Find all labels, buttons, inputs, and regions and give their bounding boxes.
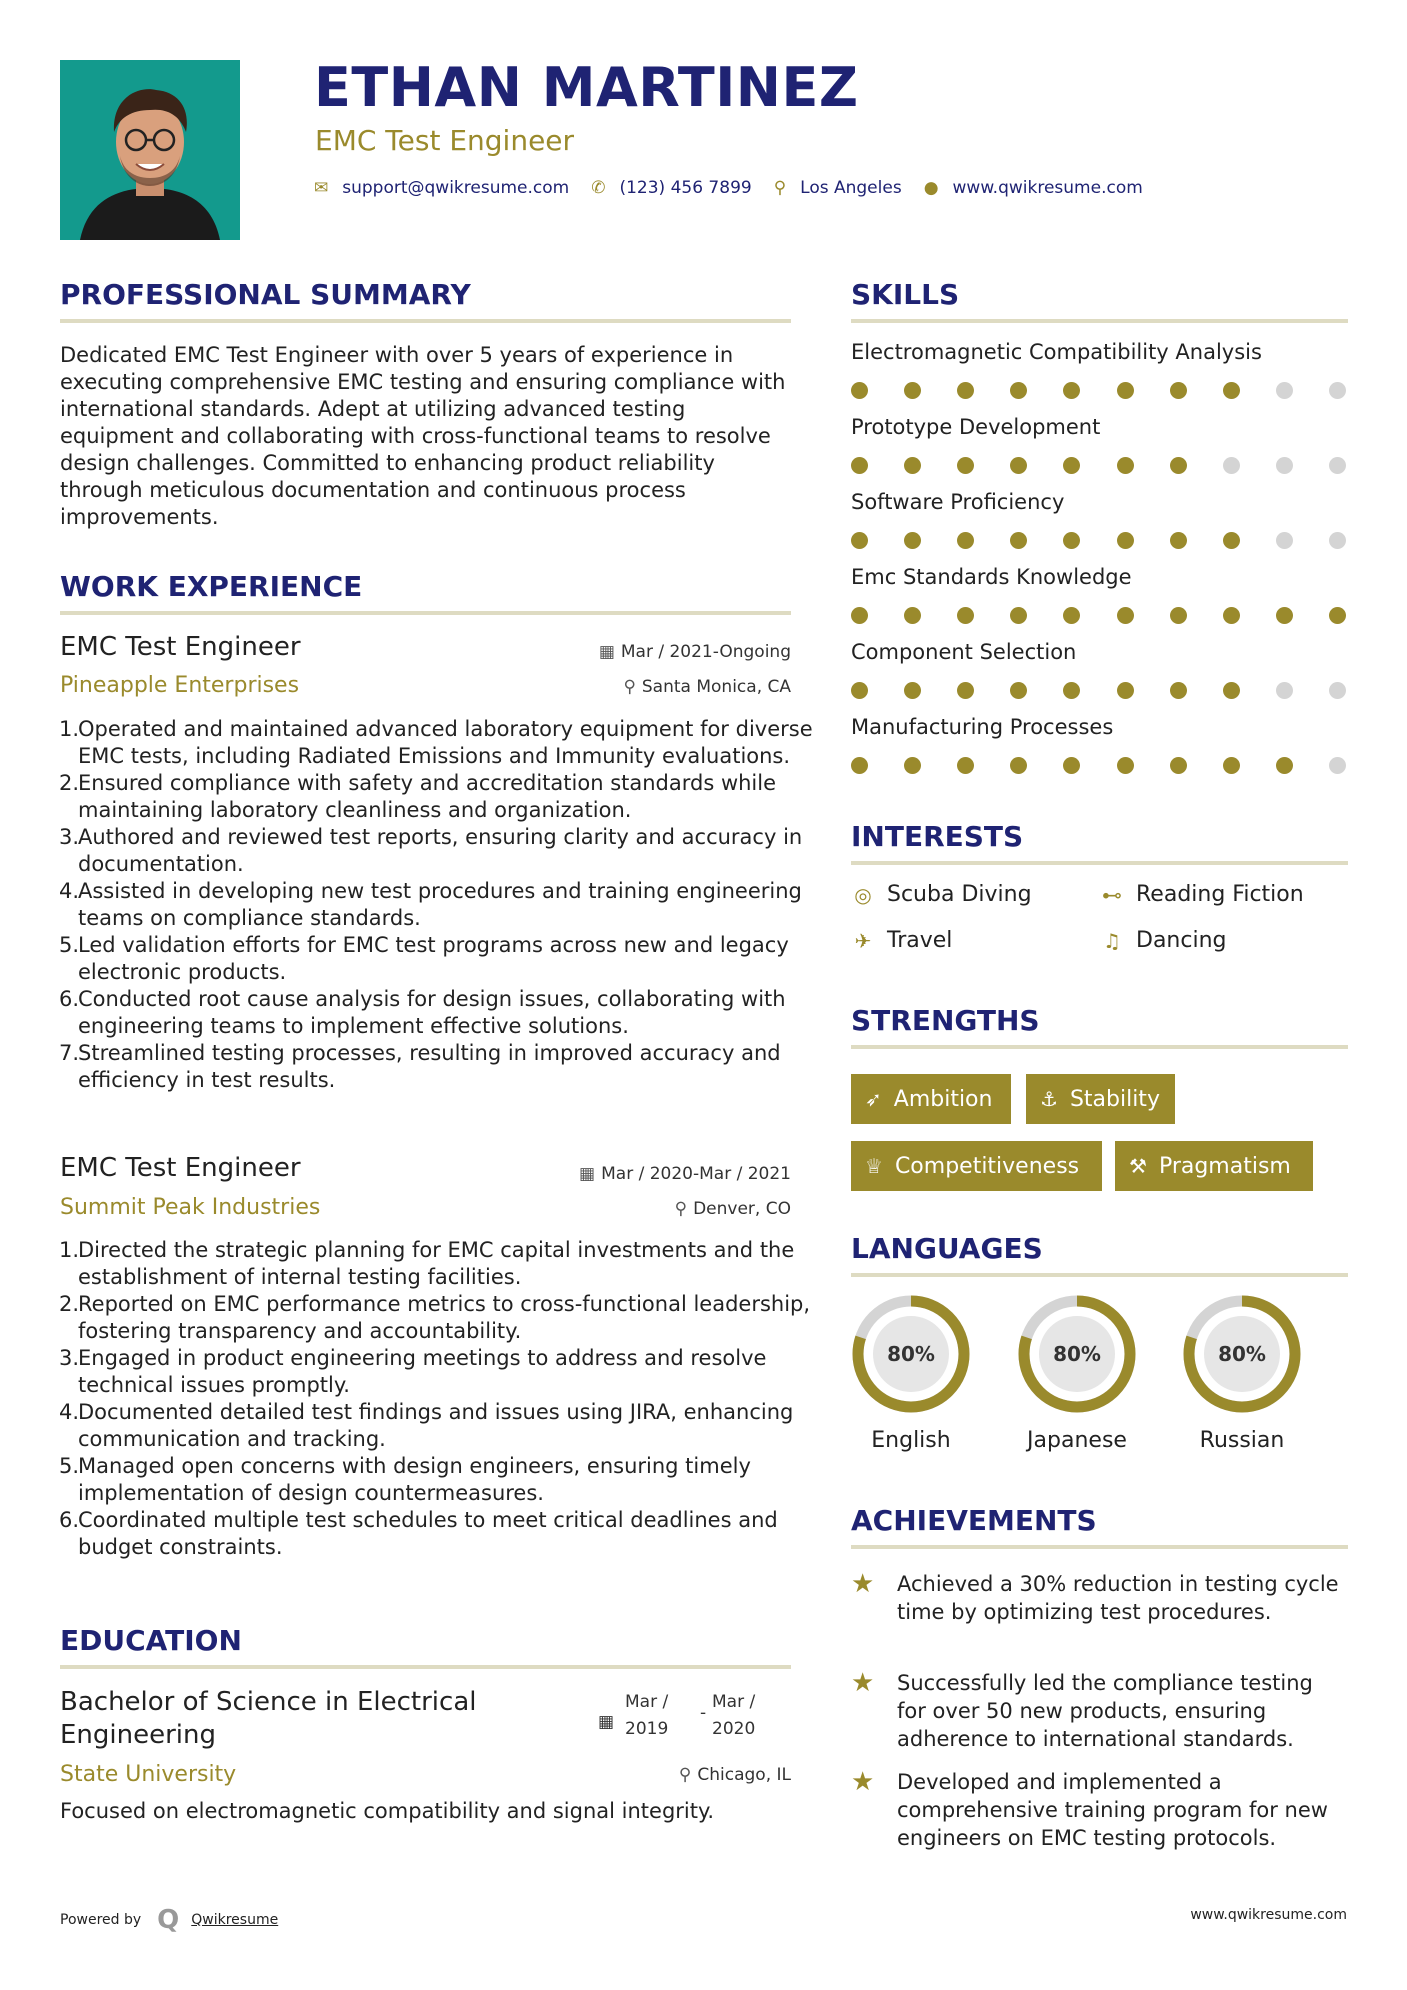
job-location-text: Denver, CO [693,1199,791,1219]
rating-dot-filled [904,607,921,624]
phone-icon: ✆ [591,178,606,198]
rating-dot-filled [1063,607,1080,624]
rating-dot-filled [957,682,974,699]
music-icon: ♫ [1103,928,1121,953]
skill-row [851,640,1348,715]
rating-dot-filled [1063,757,1080,774]
skill-rating [851,682,1346,699]
rating-dot-filled [1223,382,1240,399]
pin-icon: ⚲ [674,1199,688,1219]
envelope-icon: ✉ [314,178,329,198]
list-item: Directed the strategic planning for EMC capital investments and the establishment of internal testing facilities. [78,1238,795,1289]
job-bullets [60,716,813,1094]
rating-dot-filled [1170,607,1187,624]
interest-travel [851,928,952,953]
star-icon: ★ [851,1569,875,1599]
skill-row [851,490,1348,565]
skill-rating [851,382,1346,399]
list-item: Streamlined testing processes, resulting in improved accuracy and efficiency in test results. [78,1041,781,1092]
rating-dot-filled [1117,757,1134,774]
rating-dot-filled [851,457,868,474]
interest-label: Scuba Diving [887,882,1032,907]
language-ring [849,1292,973,1416]
section-divider [851,1273,1348,1277]
anchor-icon: ⚓ [1040,1087,1058,1111]
date-separator: - [700,1703,707,1723]
candidate-name: ETHAN MARTINEZ [314,56,859,119]
section-divider [851,319,1348,323]
pin-icon: ⚲ [623,677,636,697]
globe-icon: ● [923,178,939,198]
job-location [623,677,791,697]
rating-dot-empty [1329,757,1346,774]
edu-location-text: Chicago, IL [697,1765,791,1785]
list-item: Assisted in developing new test procedures and training engineering teams on compliance standards. [78,879,802,930]
interest-reading-fiction [1100,882,1304,907]
rating-dot-filled [1170,757,1187,774]
interest-label: Dancing [1136,928,1227,953]
school-name: State University [60,1762,237,1787]
rating-dot-empty [1276,682,1293,699]
rating-dot-filled [1223,532,1240,549]
rating-dot-filled [1010,757,1027,774]
rating-dot-filled [1063,457,1080,474]
powered-by-text: Powered by [60,1912,142,1928]
language-percent: 80% [1218,1342,1266,1366]
work-heading: WORK EXPERIENCE [60,570,363,603]
interest-label: Travel [887,928,953,953]
skill-row [851,415,1348,490]
strength-label: Pragmatism [1158,1153,1291,1179]
edu-end-month: Mar / [712,1692,756,1712]
interests-heading: INTERESTS [851,820,1024,853]
rating-dot-empty [1329,532,1346,549]
rating-dot-filled [957,457,974,474]
degree-line: Bachelor of Science in Electrical [60,1687,477,1717]
skill-rating [851,607,1346,624]
list-item: Operated and maintained advanced laboratory equipment for diverse EMC tests, including Radiated Emissions and Immunity evaluations. [78,717,813,768]
section-divider [60,1665,791,1669]
interest-dancing [1100,928,1226,953]
rocket-icon: ➶ [865,1087,882,1111]
job-date [599,642,791,662]
language-percent: 80% [1053,1342,1101,1366]
rating-dot-filled [1010,607,1027,624]
profile-photo [60,60,240,240]
calendar-icon: ▦ [598,1712,615,1732]
rating-dot-filled [1117,607,1134,624]
rating-dot-filled [1117,457,1134,474]
calendar-icon: ▦ [598,642,615,662]
rating-dot-filled [957,757,974,774]
list-item: Coordinated multiple test schedules to meet critical deadlines and budget constraints. [78,1508,778,1559]
location-text: Los Angeles [800,178,902,198]
degree-title [60,1686,476,1752]
rating-dot-filled [1010,382,1027,399]
rating-dot-filled [1063,382,1080,399]
map-marker-icon: ⚲ [773,178,787,198]
list-item: Conducted root cause analysis for design issues, collaborating with engineering teams to implement effective solutions. [78,987,786,1038]
job-bullets [60,1237,813,1561]
skill-name: Software Proficiency [851,490,1065,514]
trophy-icon: ♕ [865,1154,883,1178]
rating-dot-empty [1329,382,1346,399]
summary-heading: PROFESSIONAL SUMMARY [60,278,471,311]
list-item: Documented detailed test findings and issues using JIRA, enhancing communication and tracking. [78,1400,794,1451]
skill-row [851,340,1348,415]
rating-dot-filled [851,682,868,699]
job-date-text: Mar / 2020-Mar / 2021 [601,1164,791,1184]
qwikresume-logo-icon: Q [157,1905,180,1935]
language-item [1015,1292,1139,1453]
language-percent: 80% [887,1342,935,1366]
skills-list [851,340,1348,790]
rating-dot-filled [904,757,921,774]
language-ring [1180,1292,1304,1416]
achievement-text: Successfully led the compliance testing for over 50 new products, ensuring adherence to international standards. [897,1671,1313,1751]
pin-icon: ⚲ [678,1765,692,1785]
list-item: Authored and reviewed test reports, ensuring clarity and accuracy in documentation. [78,825,803,876]
strength-tag-ambition [851,1074,1011,1124]
rating-dot-filled [851,382,868,399]
language-name: Russian [1199,1428,1285,1453]
plane-icon: ✈ [854,928,872,953]
skill-row [851,565,1348,640]
achievement-item [851,1570,1348,1626]
skill-name: Manufacturing Processes [851,715,1114,739]
section-divider [851,1545,1348,1549]
section-divider [851,861,1348,865]
rating-dot-filled [1010,532,1027,549]
rating-dot-filled [1170,457,1187,474]
rating-dot-filled [1010,457,1027,474]
languages-heading: LANGUAGES [851,1232,1043,1265]
gavel-icon: ⚒ [1129,1154,1147,1178]
skill-name: Emc Standards Knowledge [851,565,1132,589]
rating-dot-filled [1010,682,1027,699]
skill-name: Component Selection [851,640,1077,664]
rating-dot-filled [957,382,974,399]
rating-dot-empty [1276,382,1293,399]
list-item: Managed open concerns with design engineers, ensuring timely implementation of design countermeasures. [78,1454,751,1505]
rating-dot-filled [1063,532,1080,549]
rating-dot-filled [1117,682,1134,699]
rating-dot-filled [1170,682,1187,699]
email-link[interactable]: support@qwikresume.com [342,178,570,198]
rating-dot-filled [1276,607,1293,624]
edu-start-year: 2019 [625,1719,669,1739]
rating-dot-filled [1170,532,1187,549]
section-divider [60,611,791,615]
calendar-icon: ▦ [579,1164,596,1184]
language-name: Japanese [1027,1428,1127,1453]
strength-label: Competitiveness [894,1153,1080,1179]
language-item [849,1292,973,1453]
section-divider [851,1045,1348,1049]
contact-bar [314,178,1165,198]
edu-start-month: Mar / [625,1692,669,1712]
rating-dot-filled [851,532,868,549]
job-location [675,1199,791,1219]
edu-end-date [712,1689,755,1743]
rating-dot-filled [1063,682,1080,699]
footer-powered [60,1905,278,1935]
interest-scuba-diving [851,882,1032,907]
job-date [579,1164,791,1184]
rating-dot-empty [1276,457,1293,474]
edu-end-year: 2020 [712,1719,756,1739]
rating-dot-filled [957,607,974,624]
list-item: Led validation efforts for EMC test programs across new and legacy electronic products. [78,933,789,984]
job-company: Summit Peak Industries [60,1195,321,1220]
phone-text: (123) 456 7899 [619,178,752,198]
rating-dot-filled [1276,757,1293,774]
rating-dot-filled [904,682,921,699]
rating-dot-filled [1170,382,1187,399]
list-item: Ensured compliance with safety and accreditation standards while maintaining laboratory cleanliness and organization. [78,771,777,822]
achievements-heading: ACHIEVEMENTS [851,1504,1097,1537]
edu-location [679,1765,791,1785]
rating-dot-empty [1276,532,1293,549]
candidate-role: EMC Test Engineer [315,124,575,157]
person-avatar-icon [60,60,240,240]
rating-dot-empty [1223,457,1240,474]
education-description: Focused on electromagnetic compatibility and signal integrity. [60,1799,715,1823]
rating-dot-empty [1329,682,1346,699]
job-date-text: Mar / 2021-Ongoing [620,642,791,662]
language-item [1180,1292,1304,1453]
footer-site-link[interactable]: www.qwikresume.com [1190,1907,1347,1923]
star-icon: ★ [851,1668,875,1698]
rating-dot-filled [1223,607,1240,624]
rating-dot-filled [851,757,868,774]
strength-label: Ambition [893,1086,993,1112]
skills-heading: SKILLS [851,278,960,311]
section-divider [60,319,791,323]
interest-label: Reading Fiction [1136,882,1304,907]
job-location-text: Santa Monica, CA [641,677,791,697]
lifebuoy-icon: ◎ [854,882,872,907]
achievement-item [851,1768,1348,1852]
skill-rating [851,532,1346,549]
rating-dot-filled [1117,532,1134,549]
list-item: Reported on EMC performance metrics to cross-functional leadership, fostering transparency and accountability. [78,1292,811,1343]
skill-rating [851,457,1346,474]
skill-rating [851,757,1346,774]
rating-dot-filled [957,532,974,549]
strength-label: Stability [1069,1086,1160,1112]
strength-tag-stability [1026,1074,1175,1124]
rating-dot-filled [1329,607,1346,624]
strength-tag-competitiveness [851,1141,1102,1191]
skill-row [851,715,1348,790]
achievement-text: Developed and implemented a comprehensive training program for new engineers on EMC testing protocols. [897,1770,1328,1850]
gamepad-icon: ⊷ [1102,882,1122,907]
job-company: Pineapple Enterprises [60,673,300,698]
brand-link[interactable]: Qwikresume [191,1912,279,1928]
job-title: EMC Test Engineer [60,1153,301,1183]
rating-dot-filled [1223,757,1240,774]
rating-dot-empty [1329,457,1346,474]
summary-text: Dedicated EMC Test Engineer with over 5 years of experience in executing comprehensive EMC testing and ensuring compliance with international standards. Adept at utilizing advanced testing equipment and collaborating with cross-functional teams to resolve design challenges. Committed to enhancing product reliability through meticulous documentation and continuous process improvements. [60,343,786,529]
rating-dot-filled [1117,382,1134,399]
rating-dot-filled [851,607,868,624]
star-icon: ★ [851,1767,875,1797]
job-title: EMC Test Engineer [60,632,301,662]
language-ring [1015,1292,1139,1416]
language-name: English [871,1428,951,1453]
rating-dot-filled [904,382,921,399]
rating-dot-filled [1223,682,1240,699]
education-heading: EDUCATION [60,1624,242,1657]
rating-dot-filled [904,532,921,549]
list-item: Engaged in product engineering meetings to address and resolve technical issues promptly. [78,1346,767,1397]
skill-name: Electromagnetic Compatibility Analysis [851,340,1262,364]
achievement-text: Achieved a 30% reduction in testing cycle time by optimizing test procedures. [897,1572,1339,1624]
achievement-item [851,1669,1348,1753]
rating-dot-filled [904,457,921,474]
strength-tag-pragmatism [1115,1141,1313,1191]
edu-start-date [625,1689,668,1743]
skill-name: Prototype Development [851,415,1101,439]
degree-line: Engineering [60,1720,216,1750]
strengths-heading: STRENGTHS [851,1004,1040,1037]
website-link[interactable]: www.qwikresume.com [952,178,1143,198]
